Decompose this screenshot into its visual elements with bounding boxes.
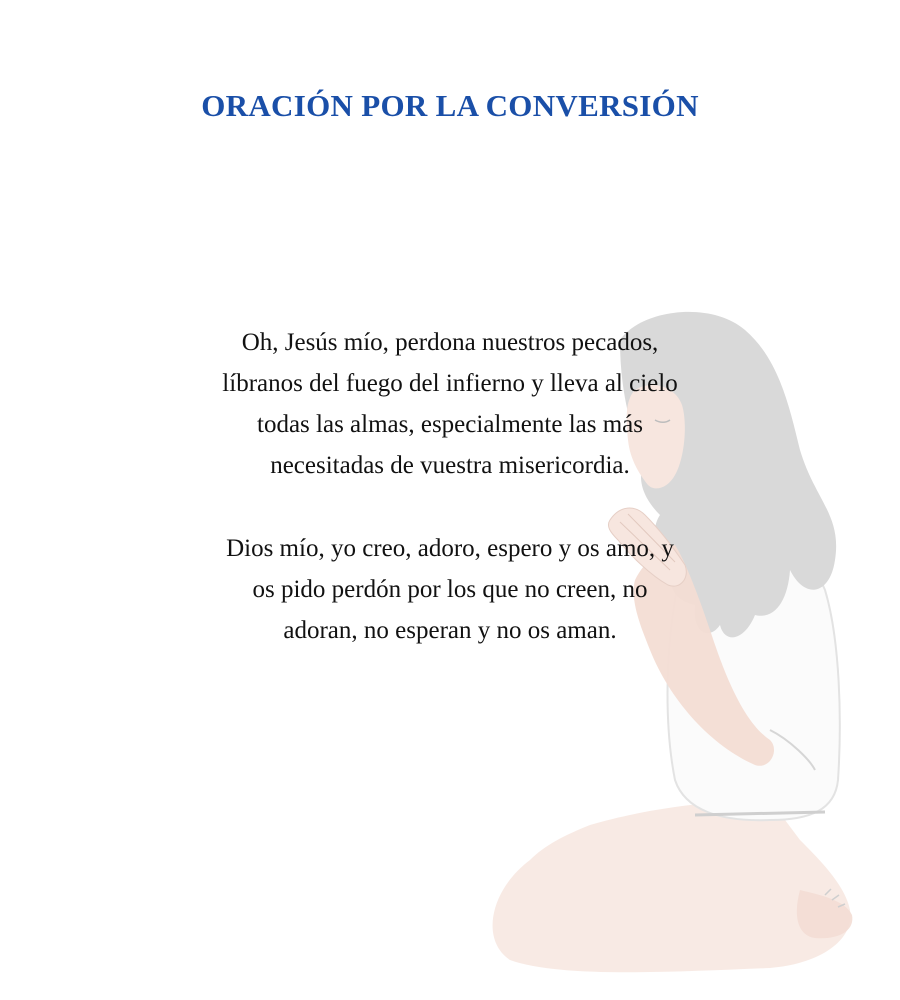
prayer-line: todas las almas, especialmente las más [257,411,643,438]
legs-shape [493,800,851,972]
prayer-line: necesitadas de vuestra misericordia. [270,452,630,479]
prayer-line: líbranos del fuego del infierno y lleva al cielo [222,370,678,397]
prayer-line: adoran, no esperan y no os aman. [283,617,617,644]
prayer-line: Oh, Jesús mío, perdona nuestros pecados, [241,329,659,356]
prayer-line: os pido perdón por los que no creen, no [252,576,648,603]
prayer-title: ORACIÓN POR LA CONVERSIÓN [201,88,699,123]
prayer-line: Dios mío, yo creo, adoro, espero y os amo, y [226,535,674,562]
prayer-paragraph-1 [180,322,720,486]
prayer-paragraph-2 [180,528,720,651]
